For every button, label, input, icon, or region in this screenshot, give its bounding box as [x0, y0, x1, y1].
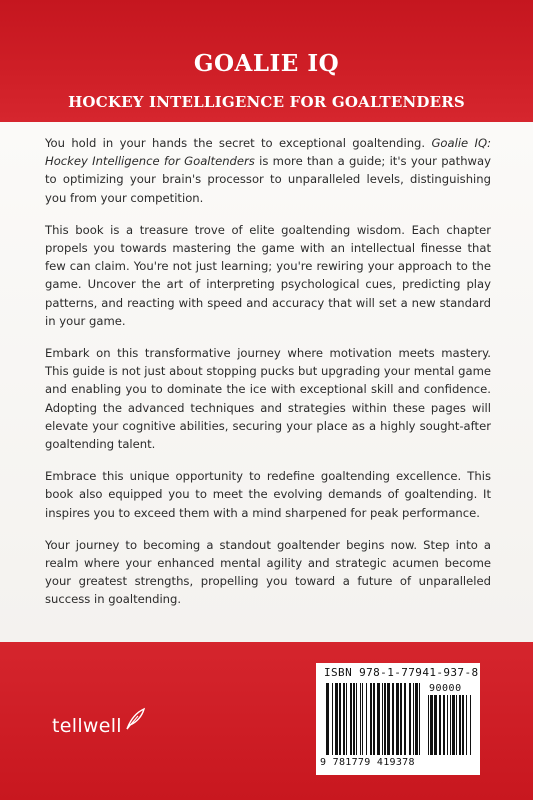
blurb-p1-intro: You hold in your hands the secret to exceptional goaltending.: [45, 136, 432, 150]
blurb-paragraph-3: Embark on this transformative journey where motivation meets mastery. This guide is not just about stopping pucks but upgrading your mental game and enabling you to dominate the ice with exceptional skill and confidence. Adopting the advanced techniques and strategies within these pages will elevate your cognitive abilities, securing your place as a highly sought-after goaltending talent.: [45, 346, 491, 452]
isbn-number: ISBN 978-1-77941-937-8: [324, 666, 479, 679]
blurb-p1-rest: is more than a guide; it's your pathway to optimizing your brain's processor to unparalleled levels, distinguishing you from your competition.: [45, 154, 491, 205]
back-cover-blurb: [45, 134, 491, 623]
blurb-paragraph-5: Your journey to becoming a standout goaltender begins now. Step into a realm where your enhanced mental agility and strategic acumen become your greatest strengths, propelling you toward a future of unparalleled success in goaltending.: [45, 537, 491, 607]
book-subtitle: HOCKEY INTELLIGENCE FOR GOALTENDERS: [68, 93, 465, 111]
price-code: 90000: [429, 683, 462, 694]
quill-feather-icon: [124, 707, 146, 735]
blurb-paragraph-1: [45, 134, 491, 207]
isbn-barcode: [316, 663, 480, 775]
blurb-paragraph-2: This book is a treasure trove of elite goaltending wisdom. Each chapter propels you towards mastering the game with an intellectual finesse that few can claim. You're not just learning; you're rewiring your approach to the game. Uncover the art of interpreting psychological cues, predicting play patterns, and reacting with speed and accuracy that will set a new standard in your game.: [45, 222, 491, 328]
ean-number: 9 781779 419378: [320, 757, 415, 768]
publisher-name: tellwell: [52, 715, 122, 737]
blurb-p1-book-title: Goalie IQ: Hockey Intelligence for Goaltenders: [45, 136, 491, 169]
publisher-logo: [52, 712, 146, 740]
book-title: GOALIE IQ: [193, 50, 340, 77]
blurb-paragraph-4: Embrace this unique opportunity to redefine goaltending excellence. This book also equipped you to meet the evolving demands of goaltending. It inspires you to exceed them with a mind sharpened for peak performance.: [45, 469, 491, 520]
